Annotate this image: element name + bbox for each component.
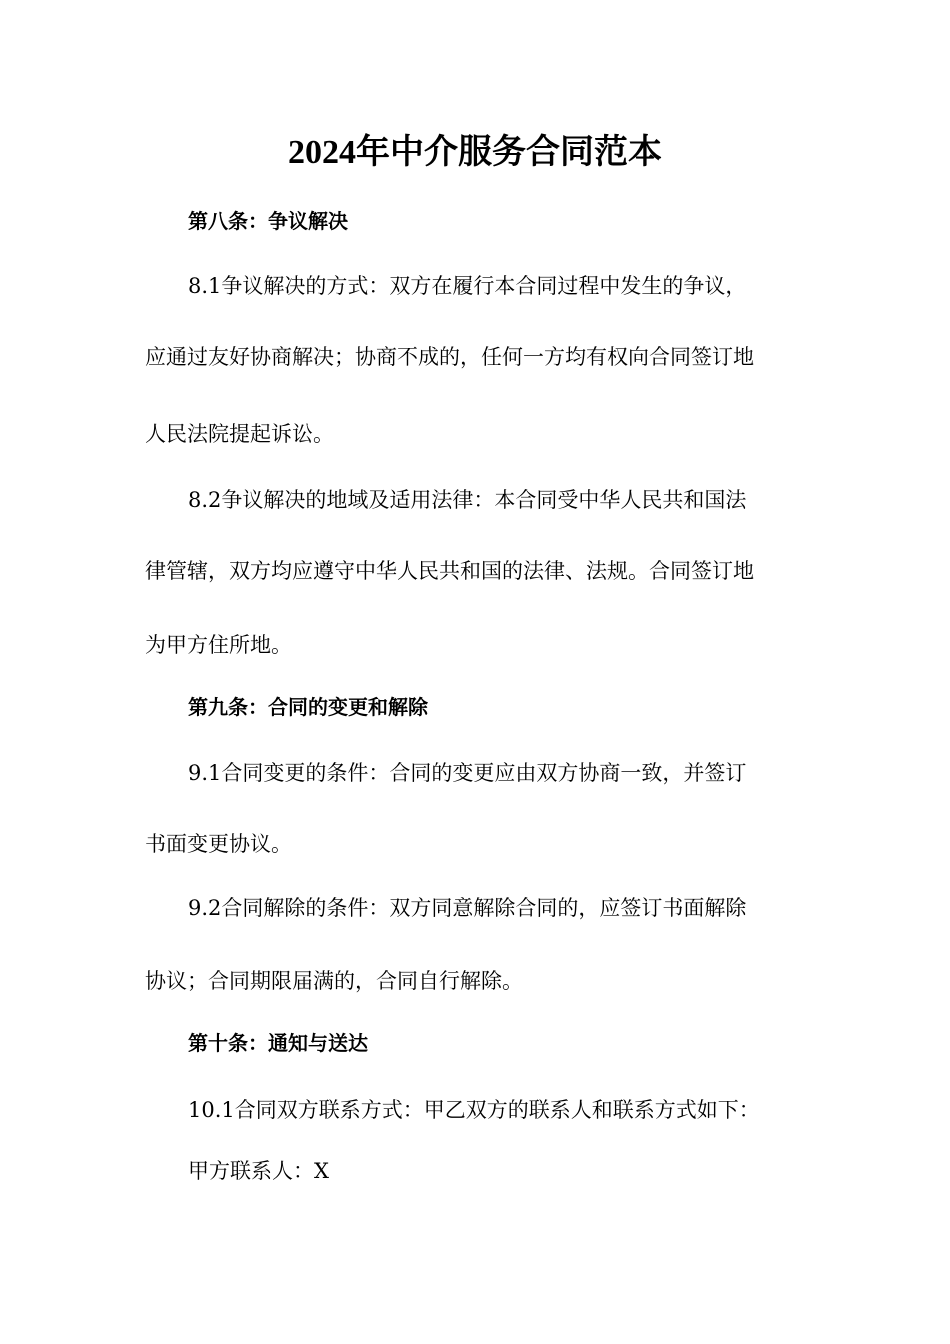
paragraph-9-1-line-1: 9.1合同变更的条件：合同的变更应由双方协商一致，并签订 bbox=[188, 761, 747, 785]
paragraph-9-2-line-1: 9.2合同解除的条件：双方同意解除合同的，应签订书面解除 bbox=[188, 896, 747, 920]
paragraph-10-1-line-1: 10.1合同双方联系方式：甲乙双方的联系人和联系方式如下： bbox=[188, 1098, 760, 1122]
party-a-contact-line: 甲方联系人：X bbox=[188, 1159, 329, 1183]
section-heading-8: 第八条：争议解决 bbox=[188, 209, 348, 233]
section-heading-9: 第九条：合同的变更和解除 bbox=[188, 695, 428, 719]
paragraph-9-1-line-2: 书面变更协议。 bbox=[145, 832, 292, 856]
paragraph-9-2-line-2: 协议；合同期限届满的，合同自行解除。 bbox=[145, 969, 523, 993]
paragraph-8-2-line-3: 为甲方住所地。 bbox=[145, 633, 292, 657]
section-heading-10: 第十条：通知与送达 bbox=[188, 1031, 368, 1055]
paragraph-8-2-line-1: 8.2争议解决的地域及适用法律：本合同受中华人民共和国法 bbox=[188, 488, 747, 512]
paragraph-8-1-line-1: 8.1争议解决的方式：双方在履行本合同过程中发生的争议， bbox=[188, 274, 747, 298]
paragraph-8-1-line-2: 应通过友好协商解决；协商不成的，任何一方均有权向合同签订地 bbox=[145, 345, 754, 369]
paragraph-8-1-line-3: 人民法院提起诉讼。 bbox=[145, 422, 334, 446]
document-title: 2024年中介服务合同范本 bbox=[288, 134, 662, 171]
paragraph-8-2-line-2: 律管辖，双方均应遵守中华人民共和国的法律、法规。合同签订地 bbox=[145, 559, 754, 583]
